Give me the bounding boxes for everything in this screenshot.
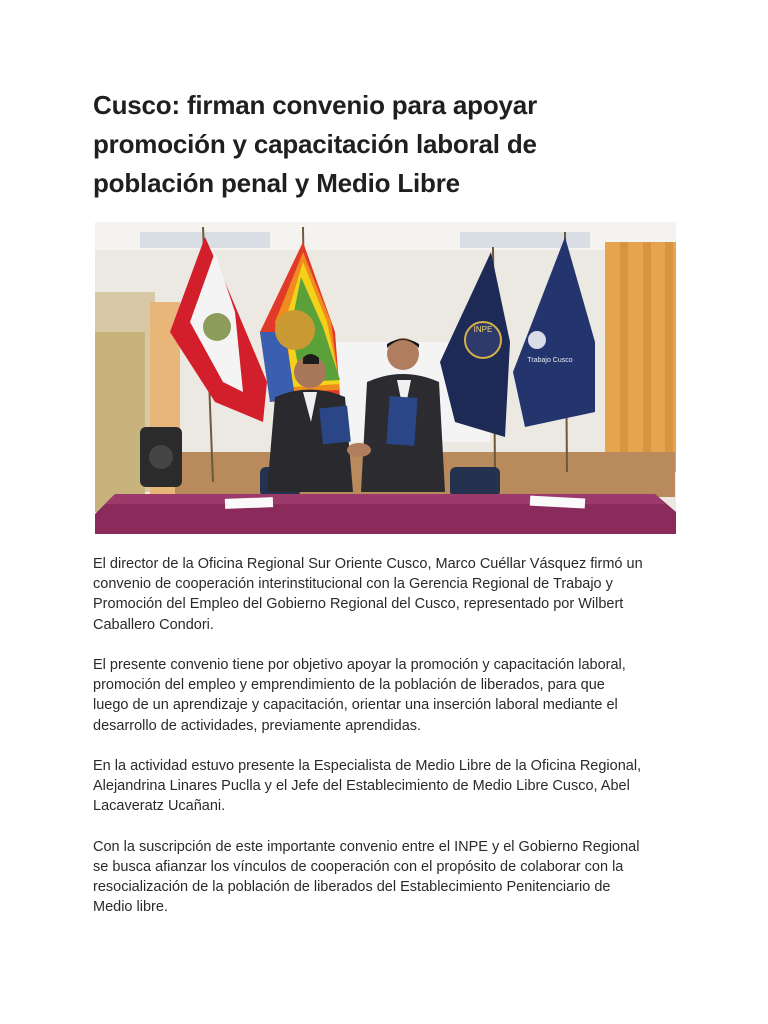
paragraph-line: El presente convenio tiene por objetivo apoyar la promoción y capacitación laboral, (93, 657, 626, 673)
paragraph-line: Con la suscripción de este importante convenio entre el INPE y el Gobierno Regional (93, 838, 640, 855)
article-body (93, 554, 683, 938)
inpe-flag-text: INPE (473, 325, 493, 334)
paragraph-line: Promoción del Empleo del Gobierno Regional del Cusco, representado por Wilbert (93, 596, 624, 613)
paragraph-line: desarrollo de actividades, previamente aprendidas. (93, 717, 422, 734)
paragraph-line: El director de la Oficina Regional Sur Oriente Cusco, Marco Cuéllar Vásquez firmó un (93, 556, 643, 572)
paragraph-line: En la actividad estuvo presente la Especialista de Medio Libre de la Oficina Regional, (93, 758, 642, 774)
paragraph-line: resocialización de la población de liberados del Establecimiento Penitenciario de (93, 879, 611, 896)
title-line: población penal y Medio Libre (93, 168, 460, 198)
paragraph-line: luego de un aprendizaje y capacitación, orientar una inserción laboral mediante el (93, 697, 618, 714)
paragraph (93, 554, 683, 635)
paragraph (93, 756, 683, 817)
paragraph (93, 655, 683, 736)
signing-ceremony-photo (95, 222, 676, 534)
paragraph-line: Alejandrina Linares Puclla y el Jefe del Establecimiento de Medio Libre Cusco, Abel (93, 778, 630, 795)
paragraph-line: Medio libre. (93, 899, 168, 916)
article-title (93, 86, 693, 203)
paragraph-line: Caballero Condori. (93, 616, 214, 633)
photo-illustration (95, 222, 676, 534)
title-line: promoción y capacitación laboral de (93, 129, 537, 159)
paragraph-line: se busca afianzar los vínculos de cooperación con el propósito de colaborar con la (93, 859, 624, 875)
paragraph (93, 837, 683, 918)
medio-libre-flag-text: Trabajo Cusco (527, 357, 573, 364)
paragraph-line: Lacaveratz Ucañani. (93, 798, 226, 815)
title-line: Cusco: firman convenio para apoyar (93, 90, 537, 120)
paragraph-line: promoción del empleo y emprendimiento de la población de liberados, para que (93, 677, 605, 694)
paragraph-line: convenio de cooperación interinstitucional con la Gerencia Regional de Trabajo y (93, 576, 613, 593)
